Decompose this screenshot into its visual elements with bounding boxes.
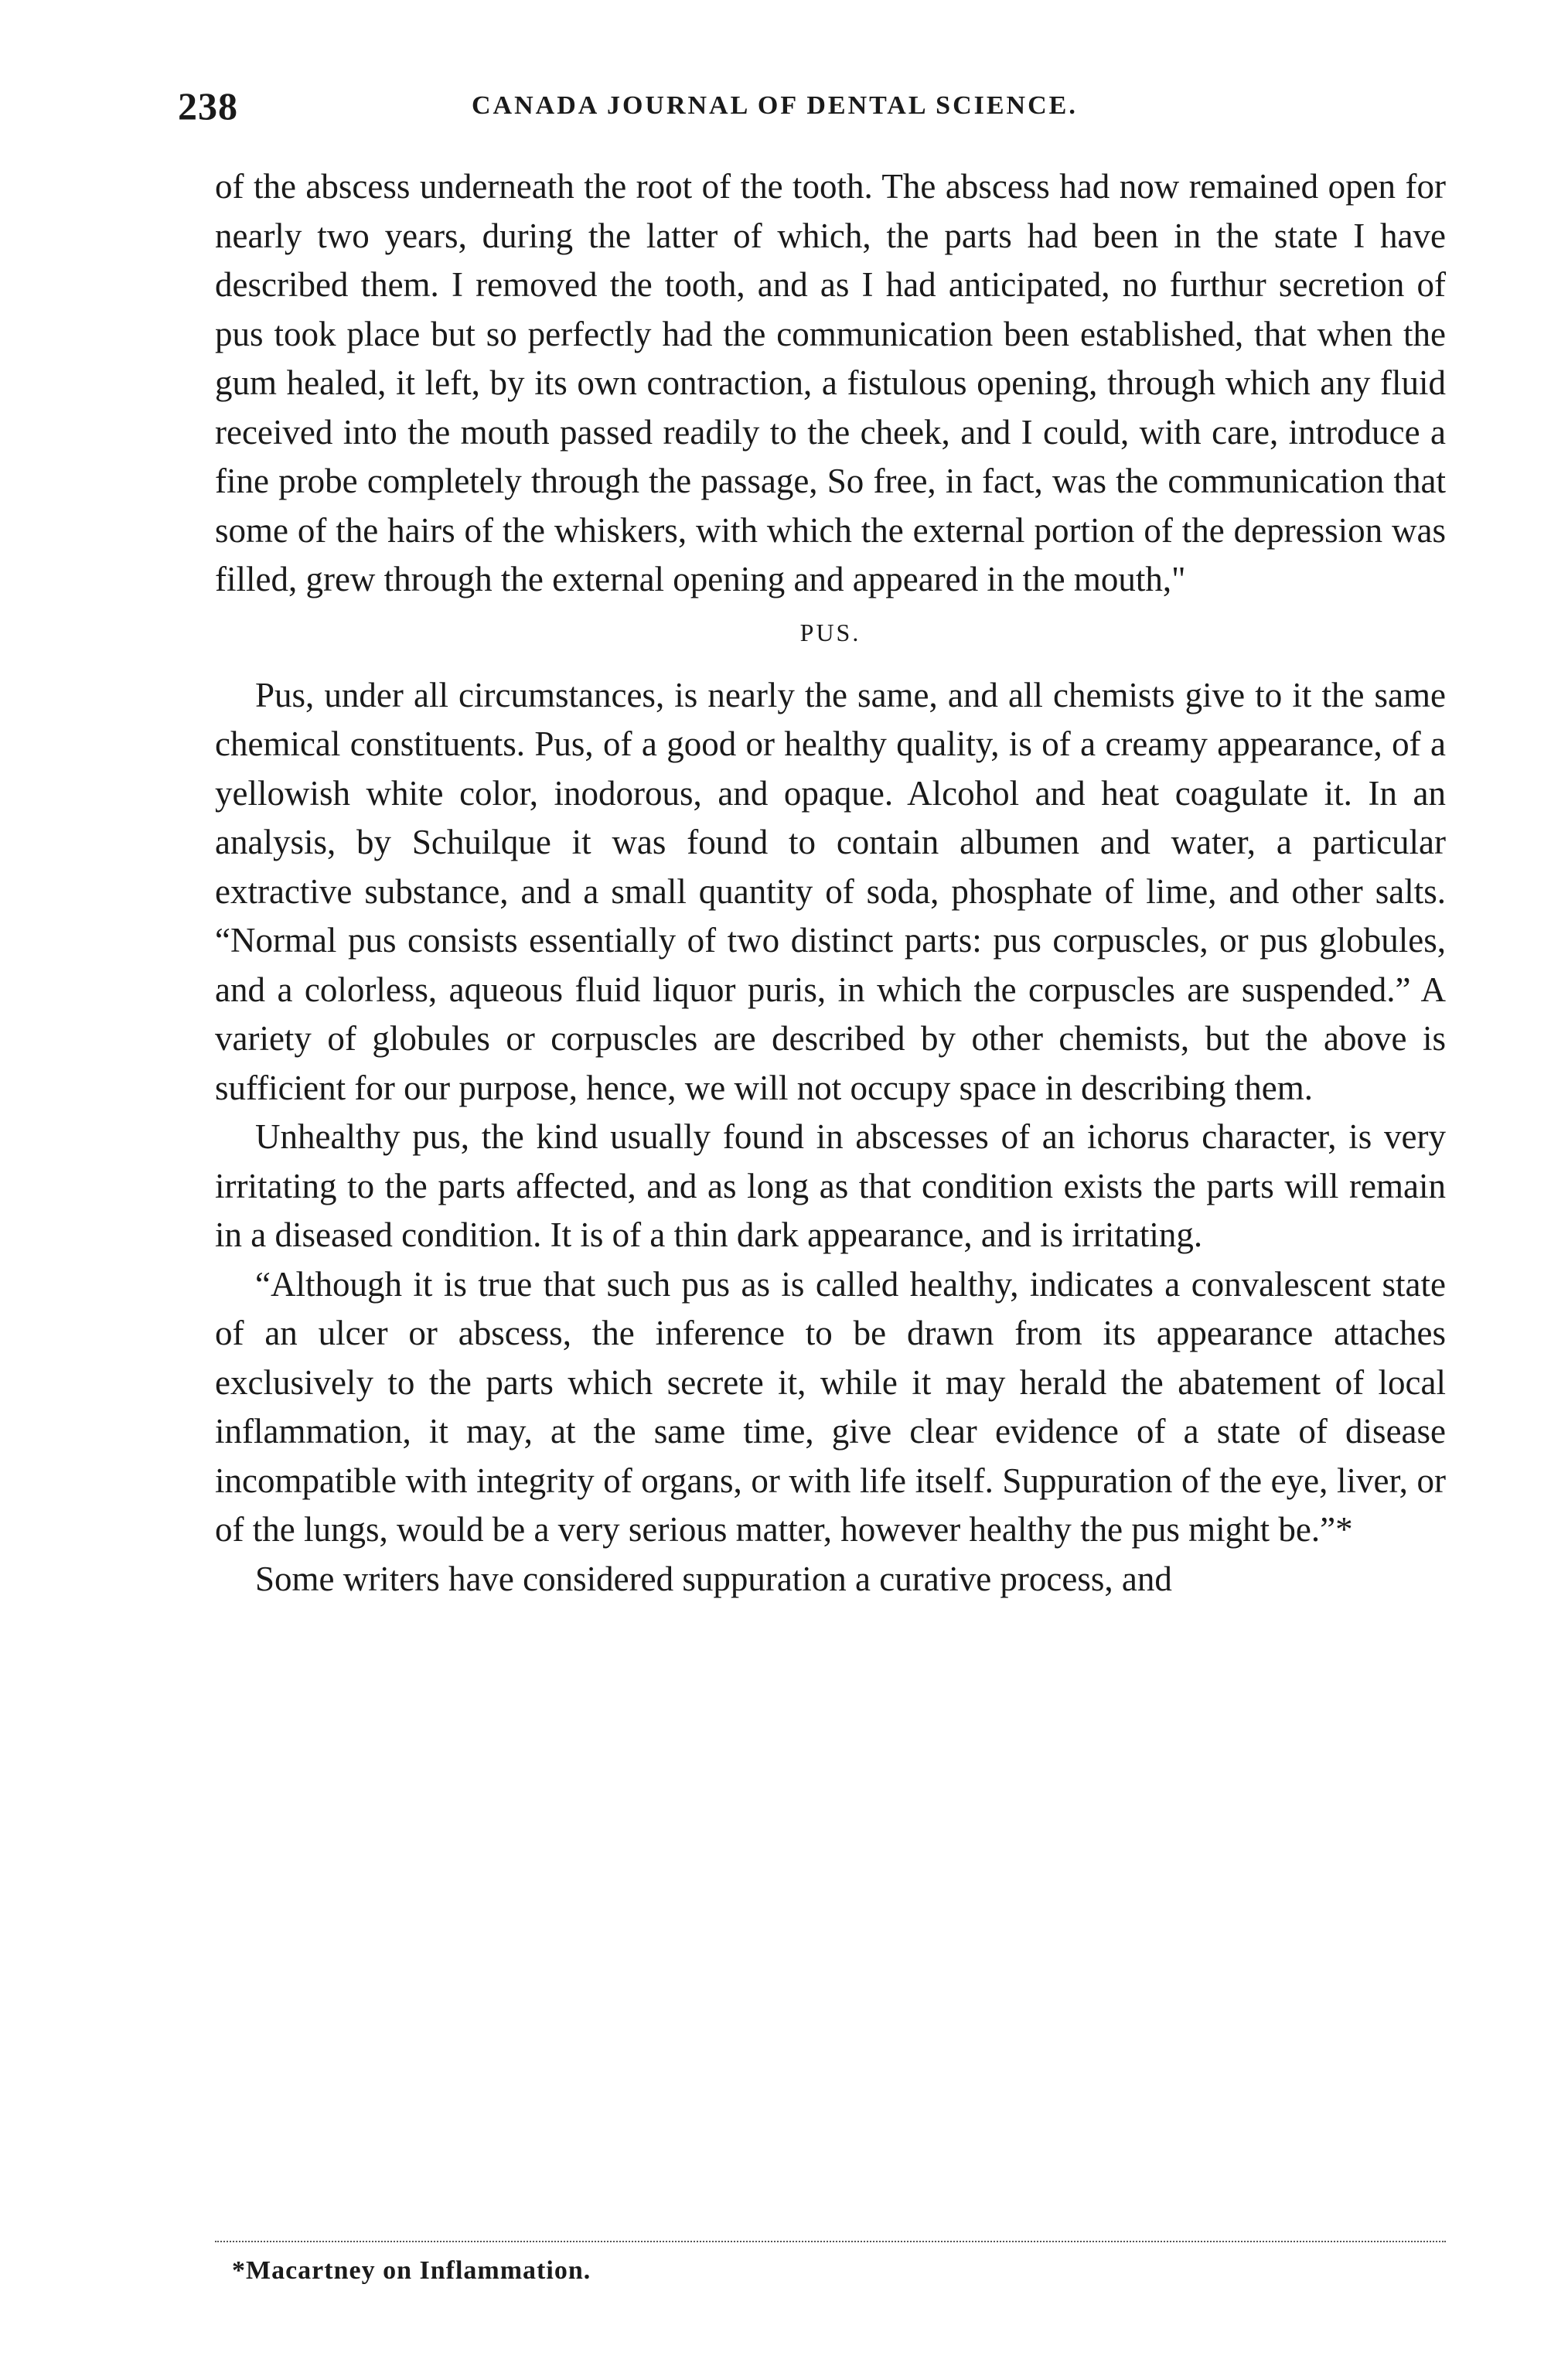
footnote: *Macartney on Inflammation.	[232, 2256, 591, 2285]
paragraph-continuation: of the abscess underneath the root of the tooth. The abscess had now remained open for nearly two years, during the latter of which, the parts had been in the state I have described them. I removed the tooth, and as I had anticipated, no furthur secretion of pus took place but so perfectly had the communication been established, that when the gum healed, it left, by its own contraction, a fistulous opening, through which any fluid received into the mouth passed readily to the cheek, and I could, with care, introduce a fine probe completely through the passage, So free, in fact, was the communication that some of the hairs of the whiskers, with which the external portion of the depression was filled, grew through the external opening and appeared in the mouth,"	[215, 167, 1446, 598]
body-text	[215, 162, 1446, 1604]
paragraph-suppuration: Some writers have considered suppuration a curative process, and	[255, 1559, 1172, 1598]
page-number: 238	[178, 84, 238, 128]
paragraph-quotation: “Although it is true that such pus as is called healthy, indicates a convalescent state of an ulcer or abscess, the inference to be drawn from its appearance attaches exclusively to the parts which secrete it, while it may herald the abatement of local inflammation, it may, at the same time, give clear evidence of a state of disease incompatible with integrity of organs, or with life itself. Suppuration of the eye, liver, or of the lungs, would be a very serious matter, however healthy the pus might be.”*	[215, 1264, 1446, 1549]
paragraph-pus-constituents: Pus, under all circumstances, is nearly the same, and all chemists give to it the same chemical constituents. Pus, of a good or healthy quality, is of a creamy appearance, of a yellowish white color, inodorous, and opaque. Alcohol and heat coagulate it. In an analysis, by Schuilque it was found to contain albumen and water, a particular extractive substance, and a small quantity of soda, phosphate of lime, and other salts. “Normal pus consists essentially of two distinct parts: pus corpuscles, or pus globules, and a colorless, aqueous fluid liquor puris, in which the corpuscles are suspended.” A variety of globules or corpuscles are described by other chemists, but the above is sufficient for our purpose, hence, we will not occupy space in describing them.	[215, 675, 1446, 1107]
footnote-rule	[215, 2241, 1446, 2242]
running-head	[178, 84, 1454, 138]
section-heading-pus: PUS.	[799, 618, 861, 646]
journal-title: CANADA JOURNAL OF DENTAL SCIENCE.	[472, 91, 1078, 120]
paragraph-unhealthy-pus: Unhealthy pus, the kind usually found in abscesses of an ichorus character, is very irritating to the parts affected, and as long as that condition exists the parts will remain in a diseased condition. It is of a thin dark appearance, and is irritating.	[215, 1117, 1446, 1254]
